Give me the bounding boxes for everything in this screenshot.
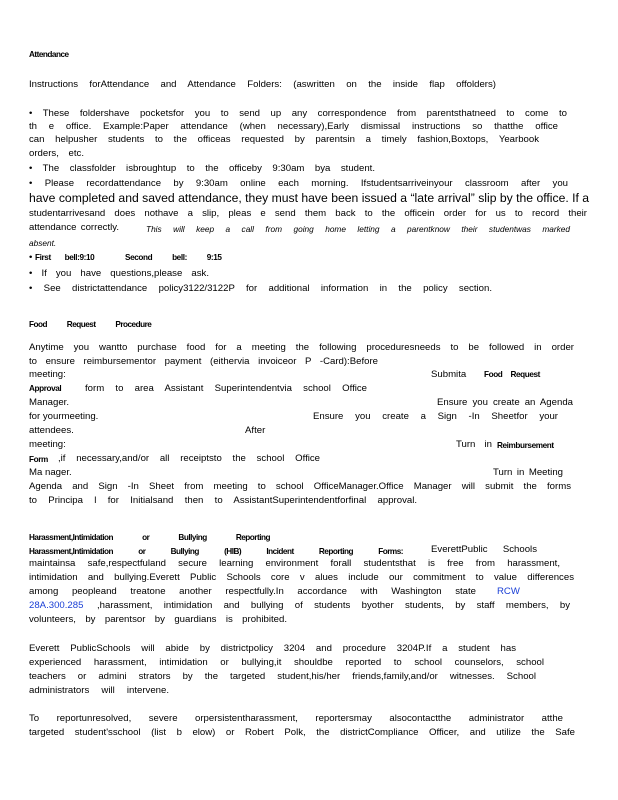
food-line-5a: Manager. <box>29 397 70 408</box>
attendance-bullet-3-line-4b: This will keep a call from going home letting a parentknow their studentwas marked <box>146 224 570 234</box>
food-line-11: Agenda and Sign -In Sheet from meeting to school OfficeManager.Office Manager will submit the forms <box>29 481 571 492</box>
harassment-p2-line-1: Everett PublicSchools will abide by districtpolicy 3204 and procedure 3204P.If a student has <box>29 643 516 654</box>
attendance-bullet-3-line-1: • Please recordattendance by 9:30am online each morning. Ifstudentsarriveinyour classroom after you <box>29 178 568 189</box>
food-line-9b: ,if necessary,and/or all receiptsto the school Office <box>58 453 320 464</box>
attendance-bullet-5: • If you have questions,please ask. <box>29 268 209 279</box>
rcw-link[interactable]: RCW <box>497 586 520 597</box>
attendance-bullet-1-line-4: orders, etc. <box>29 148 84 159</box>
food-approval-label: Approval <box>29 384 62 393</box>
food-line-12: to Principa l for Initialsand then to AssistantSuperintendentforfinal approval. <box>29 495 417 506</box>
hib-forms-heading: Harassment,Intimidation or Bullying (HIB) Incident Reporting Forms: <box>29 547 403 556</box>
harassment-p1-line-3a: among peopleand treatone another respectfully.In accordance with Washington state <box>29 586 476 597</box>
food-line-7a: attendees. <box>29 425 74 436</box>
bullet-mark: • <box>29 252 36 263</box>
second-bell: Second bell: 9:15 <box>125 253 222 262</box>
harassment-p3-line-2: targeted student'sschool (list b elow) or Robert Polk, the districtCompliance Officer, and utilize the Safe <box>29 727 575 738</box>
food-request-label: Food Request <box>484 370 540 379</box>
food-line-8a: meeting: <box>29 439 66 450</box>
harassment-p2-line-4: administrators will intervene. <box>29 685 169 696</box>
harassment-p1-line-1: maintainsa safe,respectfuland secure learning environment forall studentsthat is free from harassment, <box>29 558 560 569</box>
food-line-8b: Turn in <box>456 439 492 450</box>
food-heading: Food Request Procedure <box>29 320 152 329</box>
food-line-10b: Turn in Meeting <box>493 467 563 478</box>
hib-forms-heading-rest: EverettPublic Schools <box>431 544 537 555</box>
attendance-heading: Attendance <box>29 50 69 59</box>
attendance-bullet-3-line-5: absent. <box>29 238 57 248</box>
rcw-link-number[interactable]: 28A.300.285 <box>29 600 84 611</box>
reimbursement-label: Reimbursement <box>497 441 554 450</box>
food-line-7b: After <box>245 425 266 436</box>
attendance-bullet-6: • See districtattendance policy3122/3122P for additional information in the policy section. <box>29 283 492 294</box>
attendance-bullet-1-line-1: • These foldershave pocketsfor you to send up any correspondence from parentsthatneed to come to <box>29 108 567 119</box>
attendance-bullet-2: • The classfolder isbroughtup to the officeby 9:30am bya student. <box>29 163 375 174</box>
food-line-5b: Ensure you create an Agenda <box>437 397 573 408</box>
bell-times <box>29 252 222 264</box>
attendance-bullet-3-line-3: studentarrivesand does nothave a slip, pleas e send them back to the officein order for us to record their <box>29 208 587 219</box>
food-line-3a: meeting: <box>29 369 66 380</box>
food-line-4b: form to area Assistant Superintendentvia school Office <box>85 383 367 394</box>
food-line-3b: Submita <box>431 369 467 380</box>
food-line-1: Anytime you wantto purchase food for a meeting the following proceduresneeds to be followed in order <box>29 342 574 353</box>
harassment-p1-line-2: intimidation and bullying.Everett Public Schools core v alues include our commitment to value differences <box>29 572 574 583</box>
attendance-bullet-1-line-2: th e office. Example:Paper attendance (when necessary),Early dismissal instructions so thatthe office <box>29 121 558 132</box>
food-line-6b: Ensure you create a Sign -In Sheetfor your <box>313 411 558 422</box>
attendance-intro: Instructions forAttendance and Attendance Folders: (aswritten on the inside flap offolders) <box>29 79 496 90</box>
first-bell: First bell:9:10 <box>35 253 95 262</box>
food-form-label: Form <box>29 455 48 464</box>
attendance-bullet-3-line-4a: attendance correctly. <box>29 222 119 233</box>
food-line-10a: Ma nager. <box>29 467 72 478</box>
harassment-p2-line-3: teachers or admini strators by the targeted student,his/her friends,family,and/or witnesses. School <box>29 671 536 682</box>
food-line-2: to ensure reimbursementor payment (eithervia invoiceor P -Card):Before <box>29 356 378 367</box>
harassment-p2-line-2: experienced harassment, intimidation or bullying,it shouldbe reported to school counselors, school <box>29 657 544 668</box>
harassment-p3-line-1: To reportunresolved, severe orpersistentharassment, reportersmay alsocontactthe administrator atthe <box>29 713 563 724</box>
harassment-p1-line-4b: ,harassment, intimidation and bullying of students byother students, by staff members, by <box>97 600 570 611</box>
attendance-bullet-3-line-2: have completed and saved attendance, they must have been issued a “late arrival” slip by the office. If a <box>29 191 590 205</box>
harassment-heading: Harassment,Intimidation or Bullying Reporting <box>29 533 270 542</box>
food-line-6a: for yourmeeting. <box>29 411 99 422</box>
harassment-p1-line-5: volunteers, by parentsor by guardians is prohibited. <box>29 614 287 625</box>
attendance-bullet-1-line-3: can helpusher students to the officeas requested by parentsin a timely fashion,Boxtops, Yearbook <box>29 134 539 145</box>
